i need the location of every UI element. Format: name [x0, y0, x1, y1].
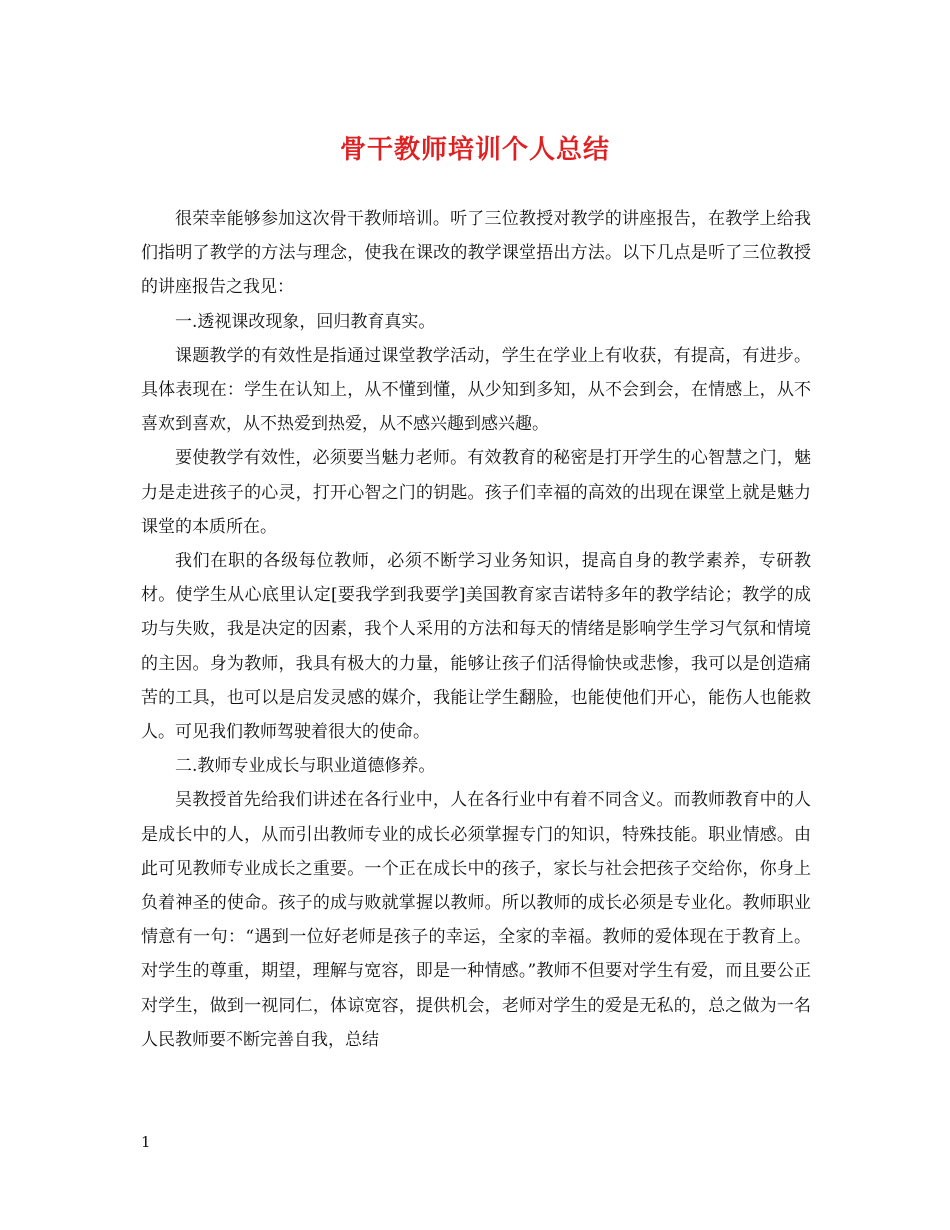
page-number: 1: [141, 1133, 151, 1151]
paragraph-effectiveness: 课题教学的有效性是指通过课堂教学活动，学生在学业上有收获，有提高，有进步。具体表现在：学生在认知上，从不懂到懂，从少知到多知，从不会到会，在情感上，从不喜欢到喜欢，从不热爱到热爱，从不感兴趣到感兴趣。: [141, 345, 811, 435]
paragraph-charm-teacher: 要使教学有效性，必须要当魅力老师。有效教育的秘密是打开学生的心智慧之门，魅力是走进孩子的心灵，打开心智之门的钥匙。孩子们幸福的高效的出现在课堂上就是魅力课堂的本质所在。: [141, 448, 811, 537]
document-body: [141, 202, 811, 1057]
section-heading-2: 二.教师专业成长与职业道德修养。: [175, 756, 436, 777]
document-title: 骨干教师培训个人总结: [339, 135, 610, 165]
paragraph-teacher-learning: 我们在职的各级每位教师，必须不断学习业务知识，提高自身的教学素养，专研教材。使学生从心底里认定[要我学到我要学]美国教育家吉诺特多年的教学结论；教学的成功与失败，我是决定的因素，我个人采用的方法和每天的情绪是影响学生学习气氛和情境的主因。身为教师，我具有极大的力量，能够让孩子们活得愉快或悲惨，我可以是创造痛苦的工具，也可以是启发灵感的媒介，我能让学生翻脸，也能使他们开心，能伤人也能救人。可见我们教师驾驶着很大的使命。: [141, 551, 811, 743]
paragraph-professional-growth: 吴教授首先给我们讲述在各行业中，人在各行业中有着不同含义。而教师教育中的人是成长中的人，从而引出教师专业的成长必须掌握专门的知识，特殊技能。职业情感。由此可见教师专业成长之重要。一个正在成长中的孩子，家长与社会把孩子交给你，你身上负着神圣的使命。孩子的成与败就掌握以教师。所以教师的成长必须是专业化。教师职业情意有一句：“遇到一位好老师是孩子的幸运，全家的幸福。教师的爱体现在于教育上。对学生的尊重，期望，理解与宽容，即是一种情感。”教师不但要对学生有爱，而且要公正对学生，做到一视同仁，体谅宽容，提供机会，老师对学生的爱是无私的，总之做为一名人民教师要不断完善自我，总结: [141, 790, 811, 1050]
section-heading-1: 一.透视课改现象，回归教育真实。: [175, 311, 436, 332]
paragraph-intro: 很荣幸能够参加这次骨干教师培训。听了三位教授对教学的讲座报告，在教学上给我们指明了教学的方法与理念，使我在课改的教学课堂捂出方法。以下几点是听了三位教授的讲座报告之我见：: [141, 209, 811, 298]
